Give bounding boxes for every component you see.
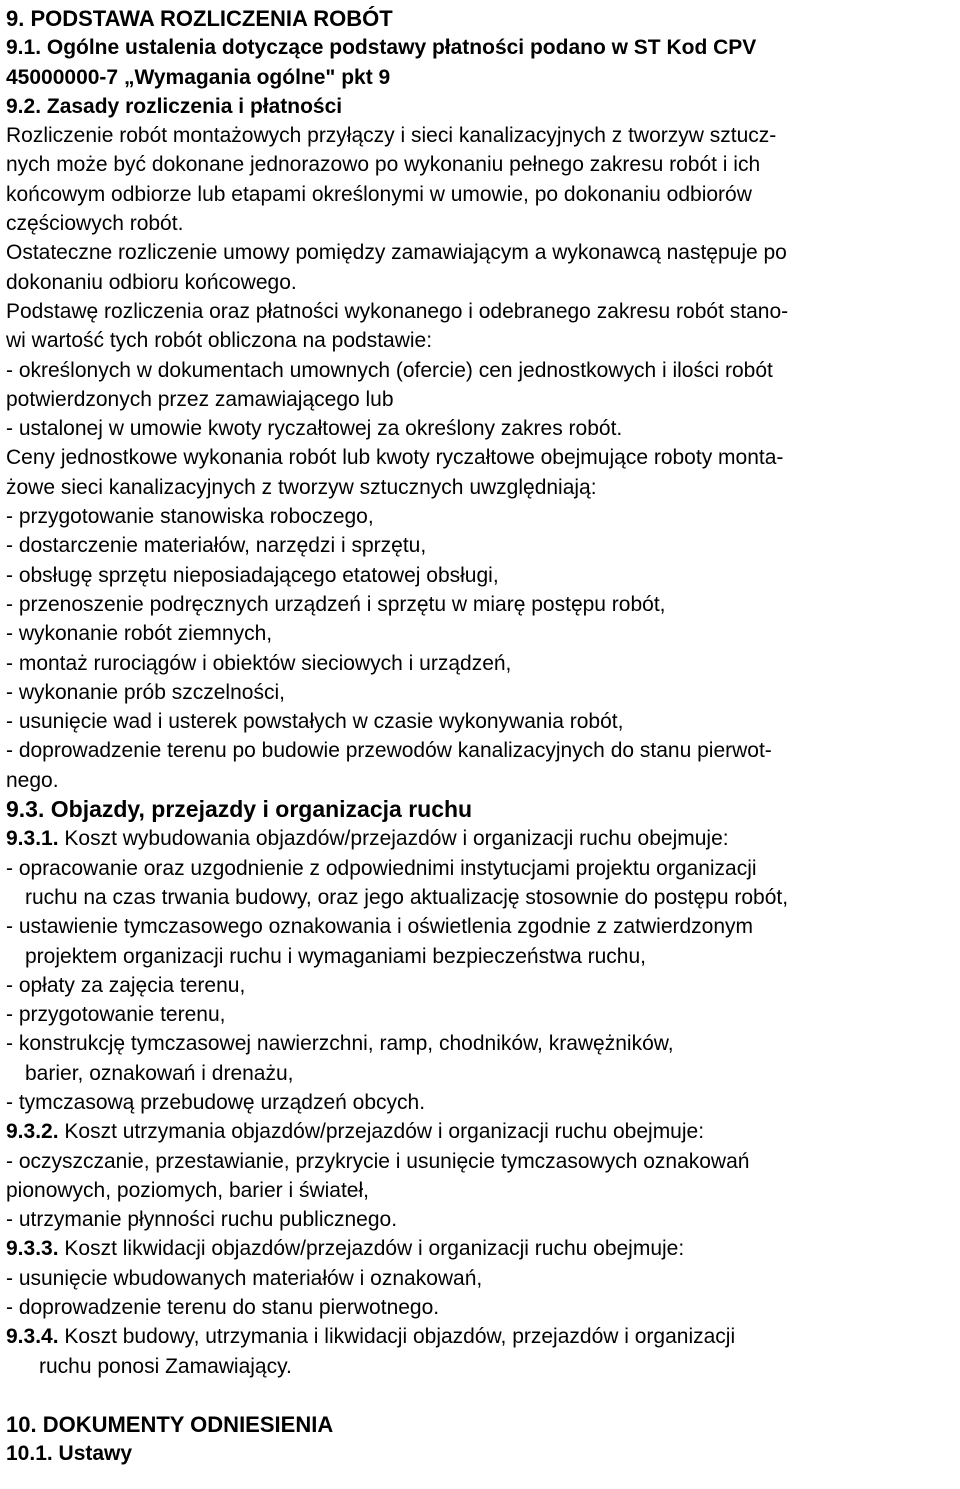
list-item: - określonych w dokumentach umownych (ofercie) cen jednostkowych i ilości robót [6,358,773,382]
paragraph-line: dokonaniu odbioru końcowego. [6,270,297,294]
subsection-heading-9-3: 9.3. Objazdy, przejazdy i organizacja ruchu [6,796,473,823]
list-item: - tymczasową przebudowę urządzeń obcych. [6,1090,426,1114]
numbered-paragraph-9-3-1 [6,824,956,853]
list-item: - opracowanie oraz uzgodnienie z odpowiednimi instytucjami projektu organizacji [6,856,757,880]
list-item: - przenoszenie podręcznych urządzeń i sprzętu w miarę postępu robót, [6,592,666,616]
section-heading-10: 10. DOKUMENTY ODNIESIENIA [6,1411,334,1437]
list-item-cont: ruchu na czas trwania budowy, oraz jego aktualizację stosownie do postępu robót, [25,885,789,909]
list-item: - przygotowanie terenu, [6,1003,226,1027]
subsection-heading-9-2: 9.2. Zasady rozliczenia i płatności [6,94,343,118]
clause-text: Koszt budowy, utrzymania i likwidacji objazdów, przejazdów i organizacji [64,1325,736,1349]
paragraph-line: pionowych, poziomych, barier i świateł, [6,1178,369,1202]
list-item: - dostarczenie materiałów, narzędzi i sprzętu, [6,534,427,558]
subsection-heading-9-1-cont: 45000000-7 „Wymagania ogólne" pkt 9 [6,65,391,89]
list-item-cont: barier, oznakowań i drenażu, [25,1061,294,1085]
list-item: - ustawienie tymczasowego oznakowania i oświetlenia zgodnie z zatwierdzonym [6,915,754,939]
paragraph-line: wi wartość tych robót obliczona na podstawie: [6,329,433,353]
paragraph-line: częściowych robót. [6,212,184,236]
clause-number: 9.3.4. [6,1325,59,1349]
paragraph-line: Rozliczenie robót montażowych przyłączy i sieci kanalizacyjnych z tworzyw sztucz- [6,124,777,148]
paragraph-line: Ostateczne rozliczenie umowy pomiędzy zamawiającym a wykonawcą następuje po [6,241,787,265]
list-item: - ustalonej w umowie kwoty ryczałtowej za określony zakres robót. [6,417,623,441]
list-item: - wykonanie prób szczelności, [6,680,285,704]
list-item: - konstrukcję tymczasowej nawierzchni, ramp, chodników, krawężników, [6,1032,674,1056]
list-item: - doprowadzenie terenu po budowie przewodów kanalizacyjnych do stanu pierwot- [6,739,772,763]
list-item: - obsługę sprzętu nieposiadającego etatowej obsługi, [6,563,499,587]
list-item: - montaż rurociągów i obiektów sieciowych i urządzeń, [6,651,512,675]
paragraph-line-cont: ruchu ponosi Zamawiający. [39,1354,292,1378]
clause-number: 9.3.1. [6,827,59,851]
clause-number: 9.3.2. [6,1120,59,1144]
paragraph-line: Podstawę rozliczenia oraz płatności wykonanego i odebranego zakresu robót stano- [6,299,789,323]
subsection-heading-9-1: 9.1. Ogólne ustalenia dotyczące podstawy płatności podano w ST Kod CPV [6,36,757,60]
list-item: - przygotowanie stanowiska roboczego, [6,505,374,529]
list-item: - opłaty za zajęcia terenu, [6,973,246,997]
list-item: - utrzymanie płynności ruchu publicznego. [6,1208,398,1232]
numbered-paragraph-9-3-3 [6,1234,956,1263]
paragraph-line: Ceny jednostkowe wykonania robót lub kwoty ryczałtowe obejmujące roboty monta- [6,446,784,470]
numbered-paragraph-9-3-2 [6,1117,956,1146]
list-item: - doprowadzenie terenu do stanu pierwotnego. [6,1296,440,1320]
paragraph-line: potwierdzonych przez zamawiającego lub [6,387,394,411]
clause-text: Koszt utrzymania objazdów/przejazdów i organizacji ruchu obejmuje: [64,1120,705,1144]
clause-text: Koszt wybudowania objazdów/przejazdów i organizacji ruchu obejmuje: [64,827,729,851]
paragraph-line: końcowym odbiorze lub etapami określonymi w umowie, po dokonaniu odbiorów [6,182,752,206]
numbered-paragraph-9-3-4 [6,1322,956,1351]
list-item: - oczyszczanie, przestawianie, przykrycie i usunięcie tymczasowych oznakowań [6,1149,750,1173]
list-item: - usunięcie wad i usterek powstałych w czasie wykonywania robót, [6,710,624,734]
paragraph-line: nych może być dokonane jednorazowo po wykonaniu pełnego zakresu robót i ich [6,153,761,177]
list-item: - wykonanie robót ziemnych, [6,622,273,646]
paragraph-line: żowe sieci kanalizacyjnych z tworzyw sztucznych uwzględniają: [6,475,597,499]
list-item-cont: projektem organizacji ruchu i wymaganiami bezpieczeństwa ruchu, [25,944,646,968]
subsection-heading-10-1: 10.1. Ustawy [6,1442,133,1466]
list-item: - usunięcie wbudowanych materiałów i oznakowań, [6,1266,483,1290]
section-heading-9: 9. PODSTAWA ROZLICZENIA ROBÓT [6,6,393,31]
clause-text: Koszt likwidacji objazdów/przejazdów i organizacji ruchu obejmuje: [64,1237,685,1261]
clause-number: 9.3.3. [6,1237,59,1261]
paragraph-line: nego. [6,768,59,792]
spacer [6,1381,956,1410]
